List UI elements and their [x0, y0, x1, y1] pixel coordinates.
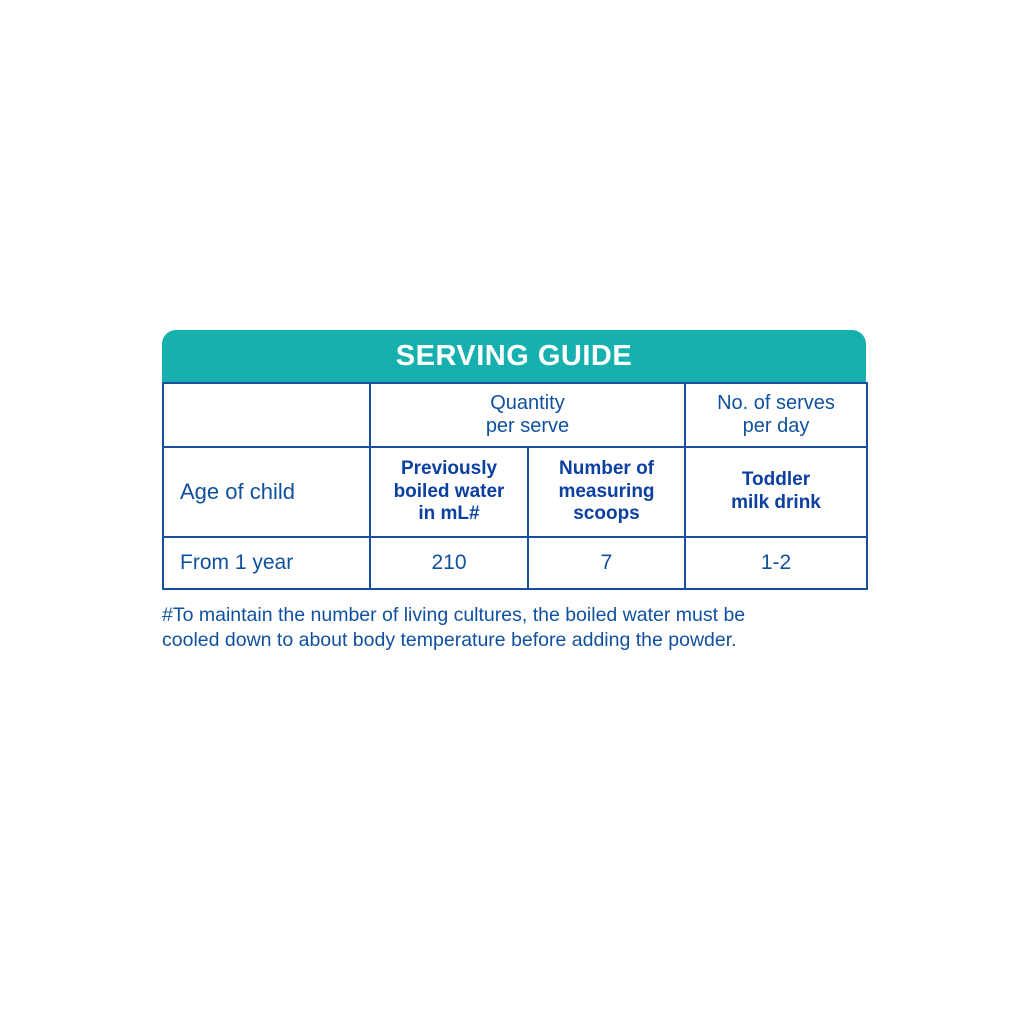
boiled-water-line2: boiled water: [393, 480, 505, 502]
boiled-water-line3: in mL#: [418, 503, 480, 525]
header-cell-quantity-per-serve: [370, 383, 685, 447]
serving-guide-banner: [162, 330, 866, 382]
header-cell-blank: [163, 383, 370, 447]
footnote-line-1: #To maintain the number of living cultures, the boiled water must be: [162, 604, 746, 626]
header-cell-measuring-scoops: [528, 447, 685, 537]
quantity-per-serve-line1: Quantity: [490, 392, 565, 414]
measuring-scoops-line1: Number of: [559, 457, 654, 479]
header-cell-age-of-child: [163, 447, 370, 537]
header-cell-serves-per-day: [685, 383, 867, 447]
cell-serves-value: [685, 537, 867, 589]
serves-per-day-line1: No. of serves: [717, 392, 835, 414]
toddler-milk-drink-line1: Toddler: [741, 469, 811, 491]
table-header-row-group: [163, 383, 867, 447]
boiled-water-line1: Previously: [400, 457, 498, 479]
footnote-line-2: cooled down to about body temperature before adding the powder.: [162, 628, 737, 651]
serves-value: 1-2: [760, 551, 792, 574]
age-value: From 1 year: [180, 551, 294, 574]
age-of-child-label: Age of child: [180, 479, 295, 504]
footnote: [162, 603, 874, 653]
cell-water-value: [370, 537, 528, 589]
banner-title: SERVING GUIDE: [395, 339, 633, 372]
serving-guide-table: [162, 382, 868, 590]
table-row: [163, 537, 867, 589]
scoops-value: 7: [600, 551, 613, 574]
toddler-milk-drink-line2: milk drink: [731, 492, 821, 513]
serving-guide-panel: [162, 330, 866, 653]
table-subheader-row: [163, 447, 867, 537]
serves-per-day-line2: per day: [742, 415, 810, 437]
cell-scoops-value: [528, 537, 685, 589]
header-cell-toddler-milk-drink: [685, 447, 867, 537]
cell-age-value: [163, 537, 370, 589]
quantity-per-serve-line2: per serve: [485, 415, 570, 437]
water-value: 210: [431, 551, 467, 574]
measuring-scoops-line2: measuring: [558, 480, 655, 502]
header-cell-boiled-water: [370, 447, 528, 537]
measuring-scoops-line3: scoops: [573, 503, 640, 525]
